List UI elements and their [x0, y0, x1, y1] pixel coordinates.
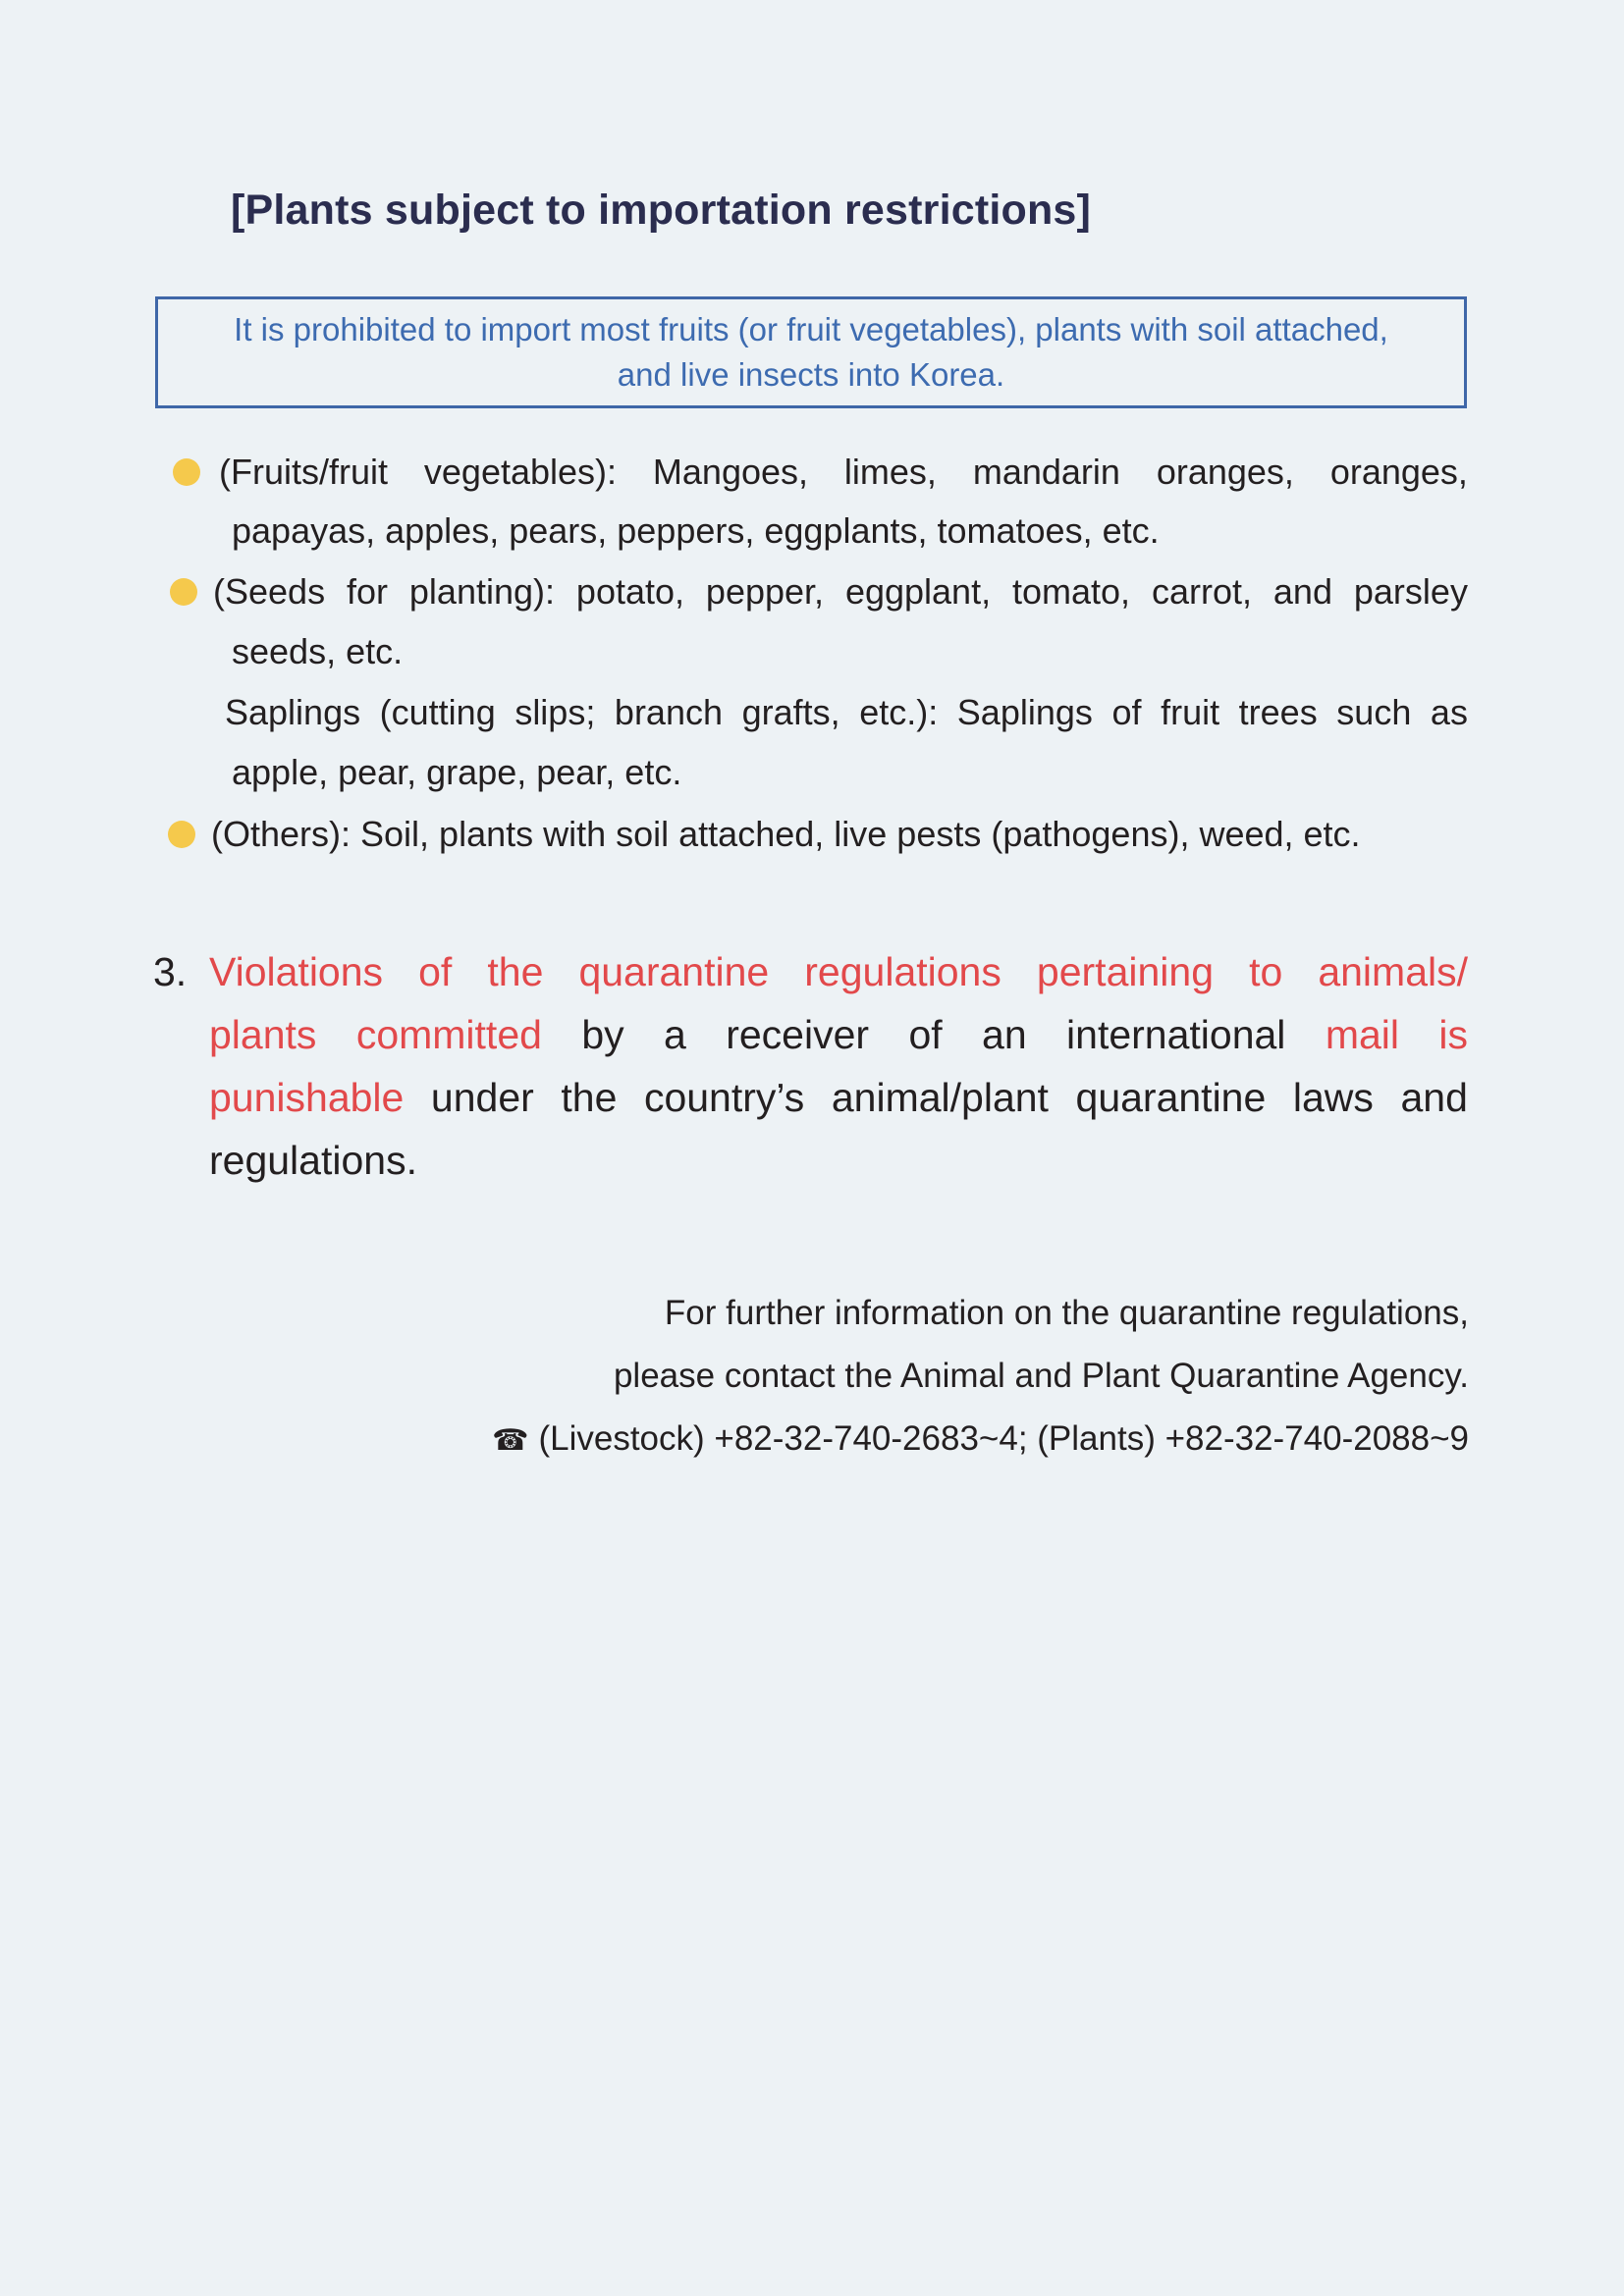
word: the	[487, 949, 544, 994]
fruits-line-1	[219, 451, 1468, 494]
word: such	[1336, 692, 1412, 732]
notice-box	[155, 296, 1467, 408]
contact-line-1: For further information on the quarantine regulations,	[664, 1294, 1469, 1332]
word: grafts,	[741, 692, 840, 732]
word: of	[418, 949, 453, 994]
word: of	[908, 1012, 943, 1057]
seeds-line-1	[213, 570, 1468, 614]
word: carrot,	[1151, 571, 1252, 612]
word: of	[1111, 692, 1142, 732]
word: regulations	[804, 949, 1001, 994]
word: branch	[614, 692, 723, 732]
word: country’s	[643, 1075, 805, 1120]
word: to	[1249, 949, 1283, 994]
word: (cutting	[379, 692, 496, 732]
word: animals/	[1318, 949, 1468, 994]
word: planting):	[408, 571, 556, 612]
contact-phone-numbers: (Livestock) +82-32-740-2683~4; (Plants) +82-32-740-2088~9	[538, 1419, 1469, 1458]
contact-line-2: please contact the Animal and Plant Quarantine Agency.	[613, 1357, 1469, 1395]
word: international	[1066, 1012, 1286, 1057]
word: under	[430, 1075, 534, 1120]
word: potato,	[575, 571, 685, 612]
word: receiver	[726, 1012, 870, 1057]
word: by	[581, 1012, 624, 1057]
word: laws	[1292, 1075, 1374, 1120]
word: etc.):	[859, 692, 939, 732]
word: for	[346, 571, 388, 612]
word: a	[664, 1012, 686, 1057]
word: Violations	[209, 949, 384, 994]
word: limes,	[843, 452, 937, 492]
word: oranges,	[1156, 452, 1294, 492]
word: quarantine	[1075, 1075, 1267, 1120]
word: (Fruits/fruit	[219, 452, 389, 492]
word: fruit	[1161, 692, 1220, 732]
word: committed	[355, 1012, 542, 1057]
word: and	[1272, 571, 1332, 612]
word: an	[982, 1012, 1027, 1057]
contact-line-3	[492, 1417, 1469, 1463]
word: tomato,	[1012, 571, 1131, 612]
word: pepper,	[705, 571, 825, 612]
word: is	[1438, 1012, 1468, 1057]
notice-line-1: It is prohibited to import most fruits (or fruit vegetables), plants with soil attached,	[234, 311, 1388, 347]
bullet-dot-icon	[168, 821, 195, 848]
bullet-dot-icon	[170, 578, 197, 606]
word: vegetables):	[423, 452, 618, 492]
word: mail	[1325, 1012, 1399, 1057]
section3-line-2	[209, 1010, 1468, 1059]
word: animal/plant	[831, 1075, 1049, 1120]
phone-icon: ☎	[492, 1423, 529, 1458]
word: quarantine	[578, 949, 770, 994]
bullet-dot-icon	[173, 458, 200, 486]
seeds-line-2: seeds, etc.	[232, 631, 404, 671]
word: pertaining	[1036, 949, 1214, 994]
word: trees	[1238, 692, 1318, 732]
word: the	[561, 1075, 618, 1120]
section3-line-3	[209, 1073, 1468, 1122]
section3-line-4: regulations.	[209, 1138, 417, 1183]
word: Mangoes,	[652, 452, 809, 492]
word: and	[1400, 1075, 1468, 1120]
word: parsley	[1353, 571, 1468, 612]
saplings-line-2: apple, pear, grape, pear, etc.	[232, 752, 682, 792]
word: Saplings	[225, 692, 361, 732]
word: mandarin	[972, 452, 1120, 492]
fruits-line-2: papayas, apples, pears, peppers, eggplants, tomatoes, etc.	[232, 510, 1160, 551]
section-number: 3.	[153, 949, 188, 994]
others-line-1: (Others): Soil, plants with soil attached, live pests (pathogens), weed, etc.	[211, 814, 1361, 854]
word: Saplings	[956, 692, 1093, 732]
word: (Seeds	[213, 571, 326, 612]
word: as	[1430, 692, 1468, 732]
section-heading: [Plants subject to importation restrictions]	[231, 187, 1092, 234]
word: slips;	[514, 692, 596, 732]
word: oranges,	[1329, 452, 1468, 492]
saplings-line-1	[225, 691, 1468, 734]
notice-line-2: and live insects into Korea.	[617, 356, 1005, 393]
word: punishable	[209, 1075, 405, 1120]
word: plants	[209, 1012, 317, 1057]
section3-line-1	[209, 947, 1468, 996]
word: eggplant,	[844, 571, 992, 612]
